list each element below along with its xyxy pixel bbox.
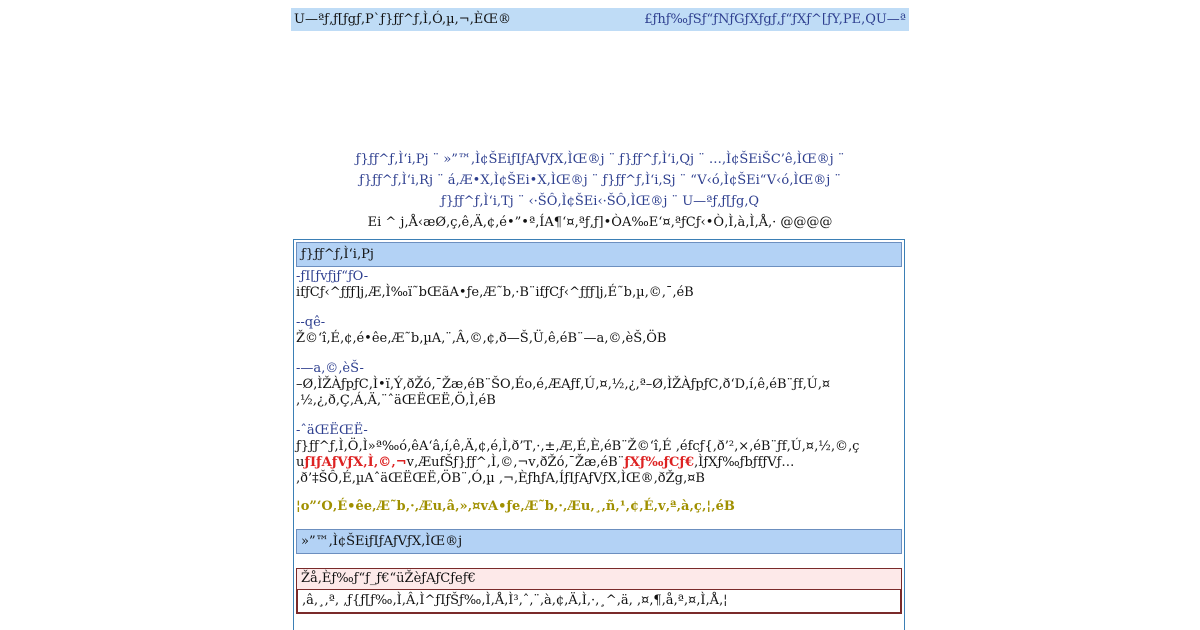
text-segment: ƒ}ƒƒ^ƒ‚Ì‚Ö‚Ì»ª‰ó‚êA‘â‚í‚ê‚Ä‚¢‚é‚Ì‚ð’T‚·‚±‚Æ‚É‚È‚éB¨Ž©‘î‚É ‚éfcƒ{‚ð’²‚×‚éB¨ƒf‚Ú‚¤‚½‚©‚ç u — [296, 439, 860, 470]
header-left-title: U—ªƒ‚ƒ[ƒgƒ‚P`ƒ}ƒƒ^ƒ‚Ì,Ó,µ,¬‚ÈŒ® — [294, 12, 512, 27]
nav-note: Ei ^ j‚Å‹æØ‚ç‚ê‚Ä‚¢‚é•”•ª‚ÍA¶‘¤‚ªƒ‚ƒ]•ÒA‰E‘¤‚ªƒCƒ‹•Ò‚Ì‚à‚Ì‚Å‚· @@@@ — [367, 215, 833, 230]
nav-link-next-page[interactable]: U—ªƒ‚ƒ[ƒg‚Q — [682, 194, 760, 209]
section-content-1 — [296, 269, 902, 515]
highlight-key-item: ƒIƒAƒVƒX‚Ì‚©‚¬ — [304, 455, 407, 470]
nav-row-2 — [291, 170, 909, 191]
block-text: ifƒCƒ‹^ƒƒƒ]j‚Æ‚Ì‰ï˜bŒãA•ƒe‚Æ˜b‚·B¨ifƒCƒ‹^ƒƒƒ]j‚É˜b‚µ‚©‚¯‚éB — [296, 285, 694, 300]
nav-link-chapter-4[interactable]: ƒ}ƒƒ^ƒ‚Ì‘i‚Sj ¨ “V‹ó‚Ì¢ŠEi“V‹ó‚ÌŒ®j ¨ — [602, 173, 841, 188]
tip-note: ¦o”‘O‚É•êe‚Æ˜b‚·‚Æu‚â‚»‚¤vA•ƒe‚Æ˜b‚·‚Æu‚¸‚ñ‚¹‚¢‚É‚v‚ª‚à‚ç‚¦‚éB — [296, 499, 735, 514]
block-heading: -ˆäŒËŒË- — [296, 423, 368, 438]
block-heading: -ƒI[ƒvƒjƒ“ƒO- — [296, 269, 369, 284]
text-segment: v‚ðŽó‚¯Žæ‚éB¨ — [528, 455, 625, 470]
highlight-monster: ƒXƒ‰ƒCƒ€ — [624, 455, 695, 470]
walkthrough-box — [293, 239, 905, 630]
random-item-box — [296, 568, 902, 614]
random-item-title: Žå‚Èƒ‰ƒ“ƒ_ƒ€“üŽèƒAƒCƒeƒ€ — [301, 571, 476, 586]
section-title-2: »”™‚Ì¢ŠEiƒIƒAƒVƒX‚ÌŒ®j — [296, 529, 902, 554]
text-segment: ‚ÌƒXƒ‰ƒbƒfƒVƒ… ‚ð’‡ŠÔ‚É‚µAˆäŒËŒË‚ÖB¨‚Ó‚µ ‚¬‚ÈƒhƒA‚ÍƒIƒAƒVƒX‚ÌŒ®‚ðŽg‚¤B — [296, 455, 795, 486]
block-heading: -—a‚©‚èŠ- — [296, 361, 364, 376]
nav-link-chapter-2[interactable]: ƒ}ƒƒ^ƒ‚Ì‘i‚Qj ¨ …‚Ì¢ŠEiŠC’ê‚ÌŒ®j ¨ — [619, 152, 845, 167]
section-nav — [291, 149, 909, 233]
block-text: –Ø‚ÌŽÀƒpƒC‚Ì•ï‚Ý‚ðŽó‚¯Žæ‚éB¨ŠO‚Éo‚é‚ÆAƒf‚Ú‚¤‚½‚¿‚ª–Ø‚ÌŽÀƒpƒC‚ð‘D‚í‚ê‚éB¨ƒf‚Ú‚¤‚½‚¿‚ð‚Ç‚Á‚Ä‚¨ˆäŒËŒË‚Ö‚Ì‚éB — [296, 377, 831, 408]
nav-link-chapter-1[interactable]: ƒ}ƒƒ^ƒ‚Ì‘i‚Pj ¨ »”™‚Ì¢ŠEiƒIƒAƒVƒX‚ÌŒ®j ¨ — [355, 152, 616, 167]
page — [291, 0, 909, 630]
top-header-bar — [291, 8, 909, 31]
nav-link-chapter-3[interactable]: ƒ}ƒƒ^ƒ‚Ì‘i‚Rj ¨ á‚Æ•X‚Ì¢ŠEi•X‚ÌŒ®j ¨ — [359, 173, 599, 188]
header-right-link[interactable]: £ƒhƒ‰ƒSƒ“ƒNƒGƒXƒgƒ‚ƒ“ƒXƒ^[ƒY,PE,QU—ª — [644, 12, 906, 27]
nav-row-3 — [291, 191, 909, 212]
nav-link-chapter-5[interactable]: ƒ}ƒƒ^ƒ‚Ì‘i‚Tj ¨ ‹·ŠÔ‚Ì¢ŠEi‹·ŠÔ‚ÌŒ®j ¨ — [440, 194, 679, 209]
section-title-1: ƒ}ƒƒ^ƒ‚Ì‘i‚Pj — [296, 242, 902, 267]
block-text: Ž©‘î‚É‚¢‚é•êe‚Æ˜b‚µA‚¨‚Â‚©‚¢‚ð—Š‚Ü‚ê‚éB¨—a‚©‚èŠ‚ÖB — [296, 331, 667, 346]
block-heading: --qê- — [296, 315, 326, 330]
random-item-body: ‚â‚¸‚ª‚ ‚ƒ{ƒ[ƒ‰‚Ì‚Â‚Ì^ƒIƒŠƒ‰‚Ì‚Å‚Ì³‚ˆ‚¨‚à‚¢‚Ä‚Ì‚·‚¸^‚ä‚ ‚¤‚¶‚å‚ª‚¤‚Ì‚Å‚¦ — [297, 589, 901, 613]
ad-spacer — [291, 31, 909, 149]
block-text-rich — [296, 439, 902, 487]
text-segment: v‚ÆufŠƒ}ƒƒ^‚Ì‚©‚¬ — [406, 455, 529, 470]
nav-row-1 — [291, 149, 909, 170]
